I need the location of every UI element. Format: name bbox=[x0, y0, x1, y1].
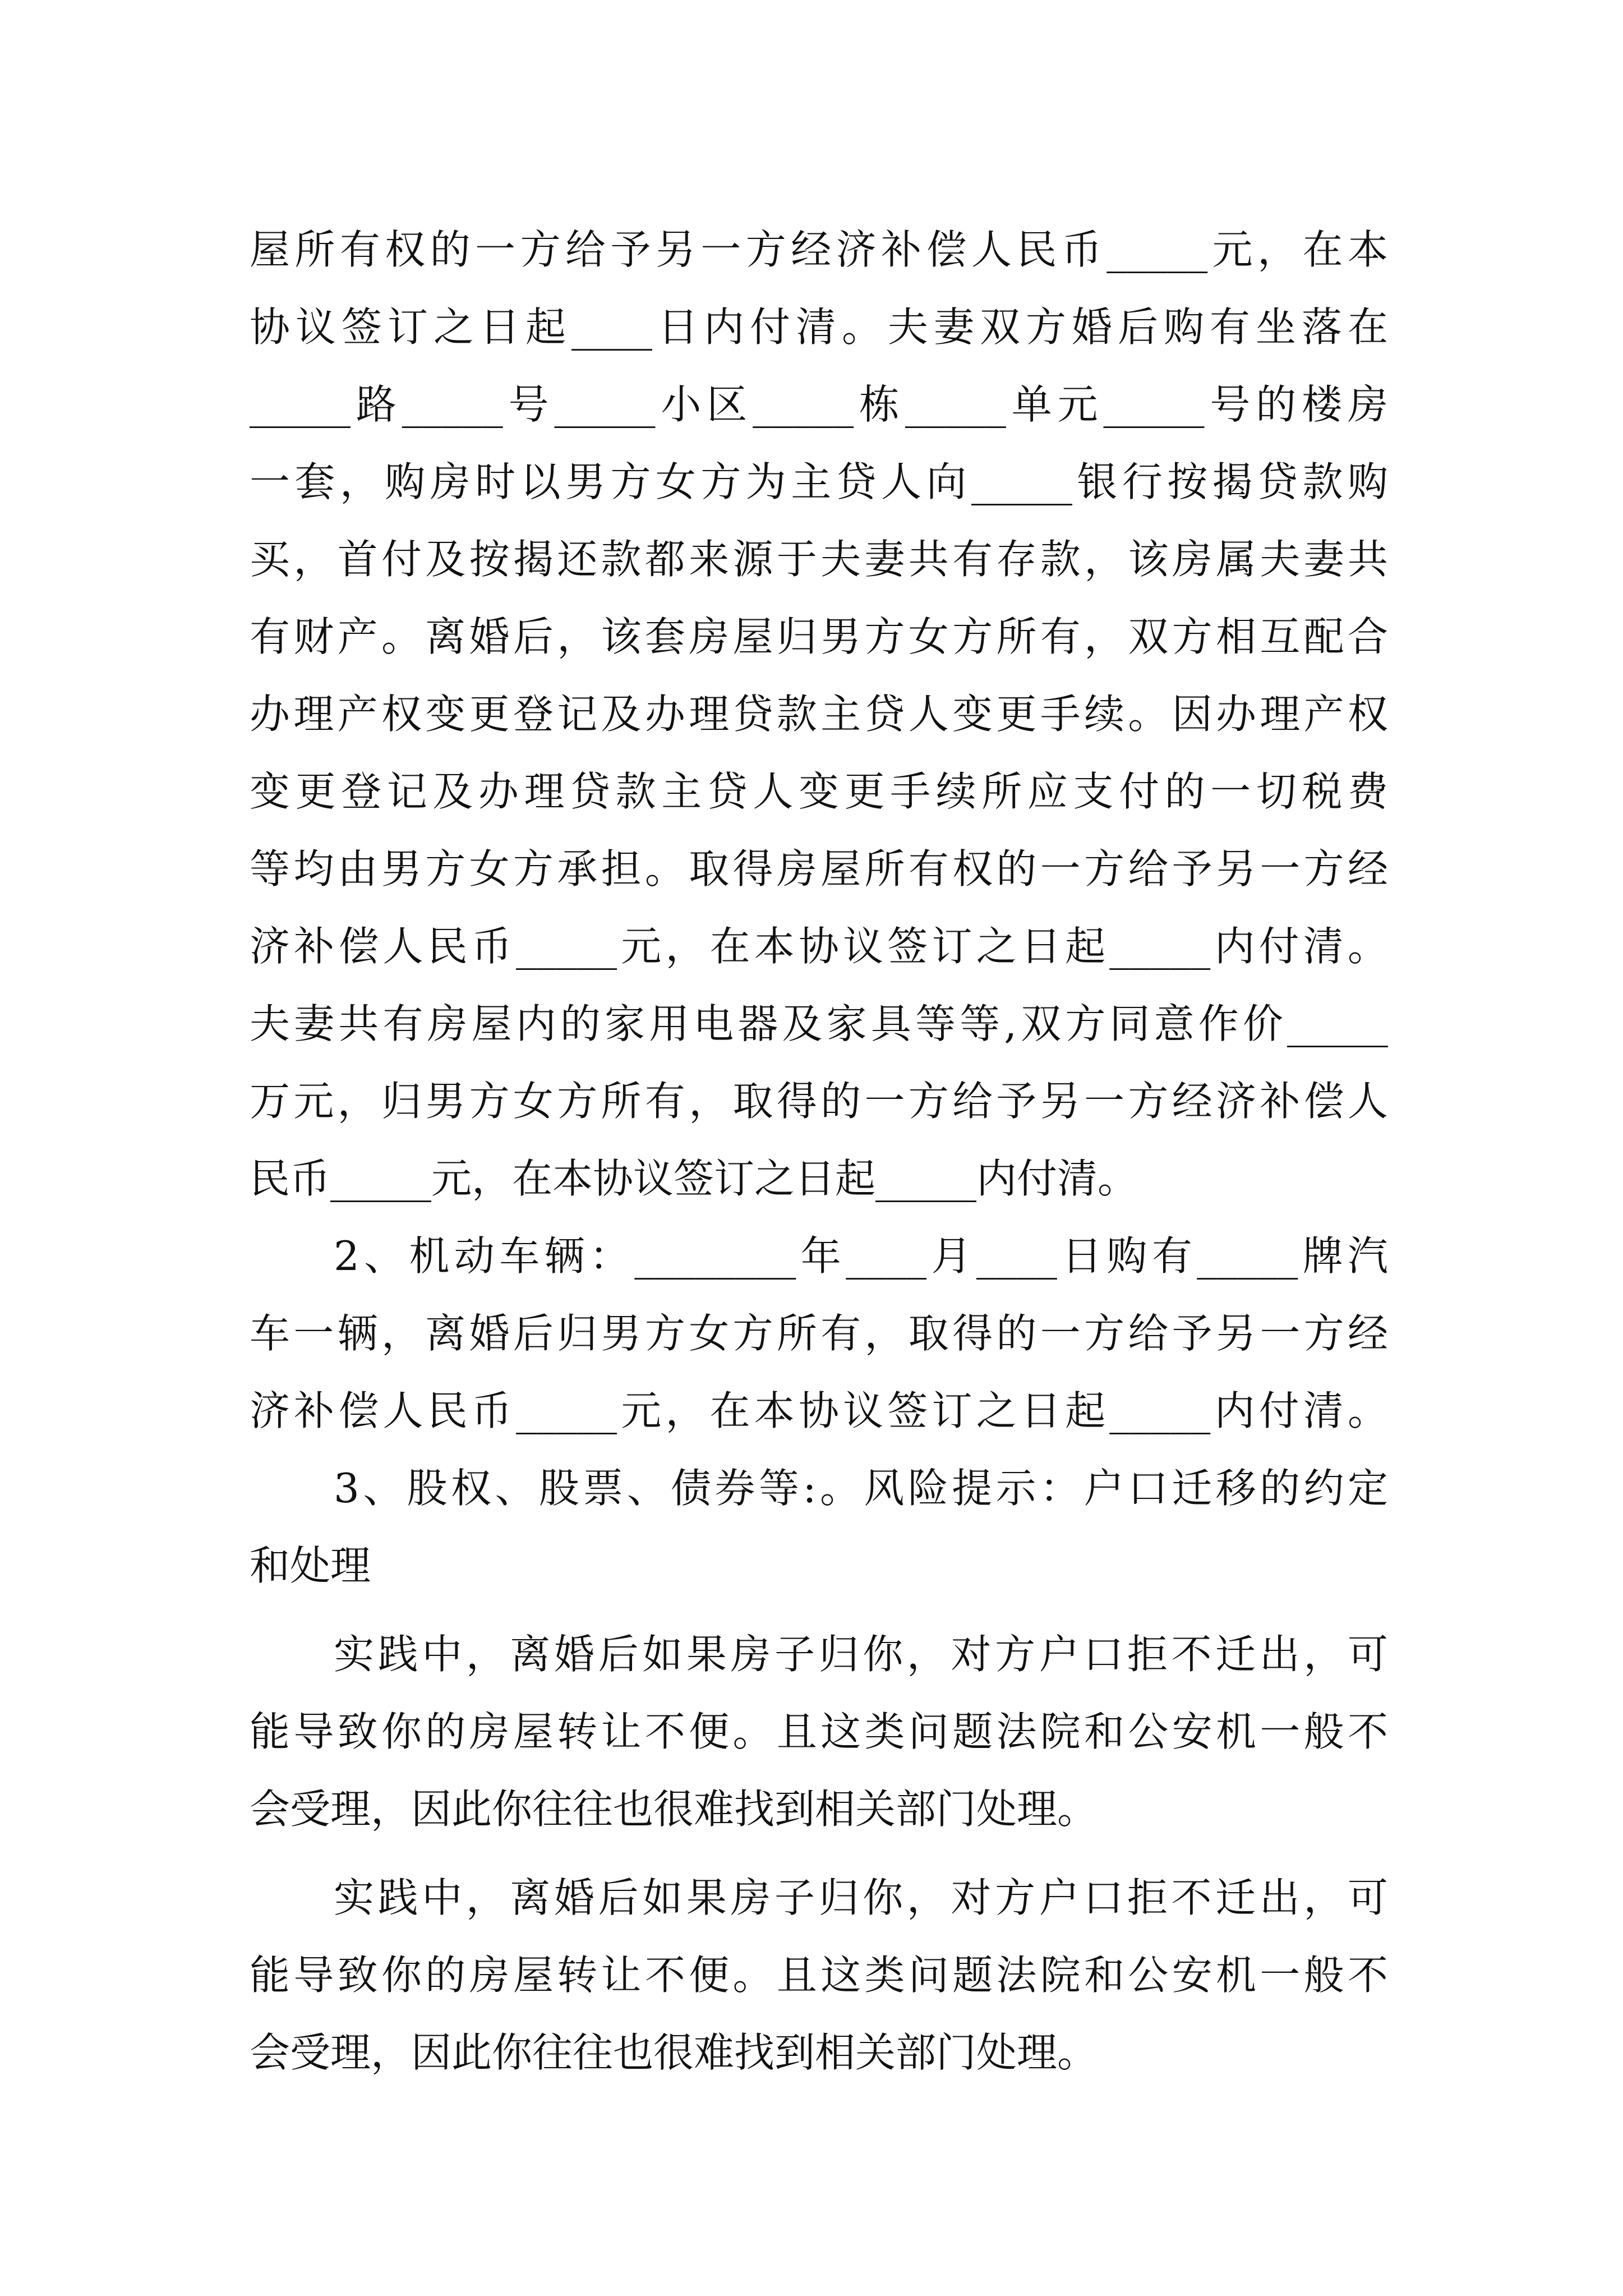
text-line: 实践中，离婚后如果房子归你，对方户口拒不迁出，可 bbox=[334, 1874, 1388, 1921]
text-line: 变更登记及办理贷款主贷人变更手续所应支付的一切税费 bbox=[250, 768, 1388, 815]
text-line: 协议签订之日起____日内付清。夫妻双方婚后购有坐落在 bbox=[250, 303, 1388, 351]
document-body bbox=[250, 211, 1388, 2091]
paragraph-stocks-risk bbox=[250, 1450, 1388, 1604]
text-line: 等均由男方女方承担。取得房屋所有权的一方给予另一方经 bbox=[250, 845, 1388, 892]
text-line: 能导致你的房屋转让不便。且这类问题法院和公安机一般不 bbox=[250, 1708, 1388, 1755]
text-line: 能导致你的房屋转让不便。且这类问题法院和公安机一般不 bbox=[250, 1952, 1388, 1999]
paragraph-practice-note-1 bbox=[250, 1616, 1388, 1848]
text-line: 夫妻共有房屋内的家用电器及家具等等,双方同意作价_____ bbox=[250, 1000, 1388, 1047]
text-line: 会受理，因此你往往也很难找到相关部门处理。 bbox=[250, 1786, 1098, 1833]
text-line: 办理产权变更登记及办理贷款主贷人变更手续。因办理产权 bbox=[250, 691, 1388, 738]
text-line: _____路_____号_____小区_____栋_____单元_____号的楼房 bbox=[250, 381, 1388, 428]
text-line: 3、股权、股票、债券等:。风险提示：户口迁移的约定 bbox=[334, 1465, 1388, 1512]
text-line: 屋所有权的一方给予另一方经济补偿人民币_____元，在本 bbox=[250, 226, 1388, 273]
text-line: 民币_____元，在本协议签订之日起_____内付清。 bbox=[250, 1155, 1138, 1202]
paragraph-property-house bbox=[250, 211, 1388, 1217]
text-line: 买，首付及按揭还款都来源于夫妻共有存款，该房属夫妻共 bbox=[250, 536, 1388, 583]
text-line: 有财产。离婚后，该套房屋归男方女方所有，双方相互配合 bbox=[250, 613, 1388, 660]
text-line: 济补偿人民币_____元，在本协议签订之日起_____内付清。 bbox=[250, 923, 1388, 970]
paragraph-vehicle bbox=[250, 1217, 1388, 1450]
text-line: 实践中，离婚后如果房子归你，对方户口拒不迁出，可 bbox=[334, 1631, 1388, 1678]
paragraph-practice-note-2 bbox=[250, 1859, 1388, 2091]
text-line: 济补偿人民币_____元，在本协议签订之日起_____内付清。 bbox=[250, 1387, 1388, 1434]
text-line: 万元，归男方女方所有，取得的一方给予另一方经济补偿人 bbox=[250, 1078, 1388, 1125]
text-line: 和处理 bbox=[250, 1542, 371, 1589]
text-line: 2、机动车辆：________年____月____日购有_____牌汽 bbox=[334, 1232, 1388, 1280]
text-line: 会受理，因此你往往也很难找到相关部门处理。 bbox=[250, 2029, 1098, 2076]
text-line: 车一辆，离婚后归男方女方所有，取得的一方给予另一方经 bbox=[250, 1310, 1388, 1357]
text-line: 一套，购房时以男方女方为主贷人向_____银行按揭贷款购 bbox=[250, 458, 1388, 505]
